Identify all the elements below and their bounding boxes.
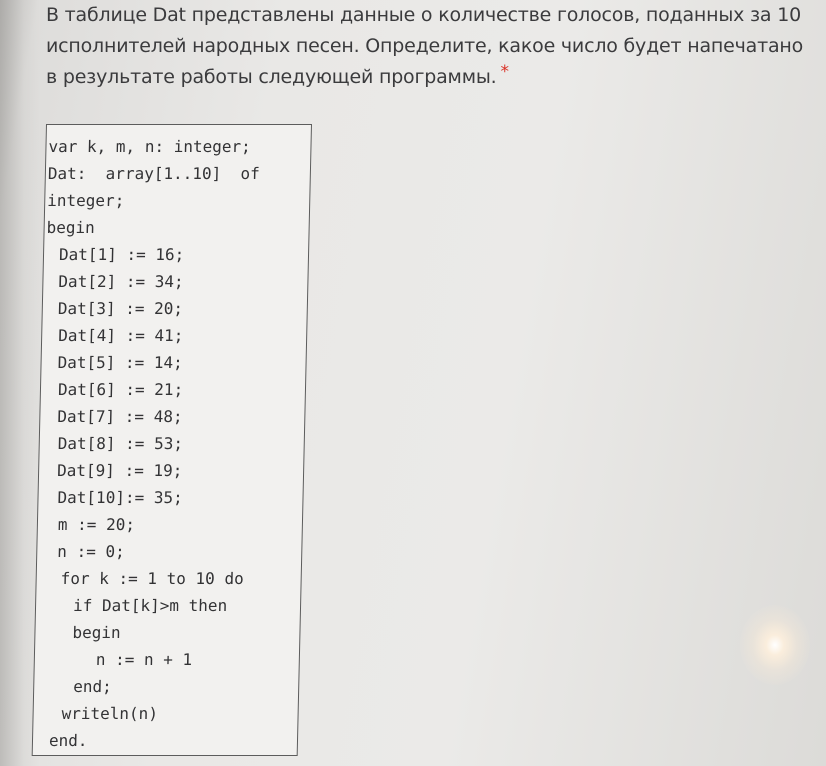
light-glare (740, 605, 810, 685)
code-line: n := n + 1 (95, 650, 193, 669)
code-line: begin (46, 218, 96, 237)
question-line-3-text: в результате работы следующей программы. (46, 66, 497, 88)
code-line: if Dat[k]>m then (72, 596, 228, 615)
question-line-2: исполнителей народных песен. Определите, какое число будет напечатано (46, 35, 804, 57)
code-line: end; (73, 677, 112, 696)
code-line: Dat[8] := 53; (57, 434, 184, 453)
code-line: Dat[1] := 16; (58, 245, 185, 264)
code-line: Dat[10]:= 35; (57, 488, 183, 507)
code-line: Dat[4] := 41; (57, 326, 184, 345)
code-line: end. (48, 731, 88, 750)
code-line: Dat[7] := 48; (57, 407, 183, 426)
code-line: m := 20; (57, 515, 136, 534)
code-line: Dat: array[1..10] of (47, 164, 261, 183)
code-line: for k := 1 to 10 do (60, 569, 244, 588)
code-line: writeln(n) (61, 704, 159, 723)
code-line: Dat[2] := 34; (58, 272, 184, 291)
code-line: Dat[3] := 20; (57, 299, 184, 318)
code-line: integer; (47, 191, 125, 210)
code-line: Dat[6] := 21; (57, 380, 184, 399)
code-line: n := 0; (57, 542, 125, 561)
required-asterisk: * (500, 62, 509, 82)
question-line-3 (46, 62, 816, 94)
question-text (46, 0, 816, 94)
code-line: begin (72, 623, 121, 642)
code-listing (32, 124, 312, 756)
code-line: Dat[5] := 14; (57, 353, 184, 372)
code-line: Dat[9] := 19; (56, 461, 183, 480)
question-line-1: В таблице Dat представлены данные о количестве голосов, поданных за 10 (46, 4, 801, 26)
code-line: var k, m, n: integer; (48, 137, 252, 156)
